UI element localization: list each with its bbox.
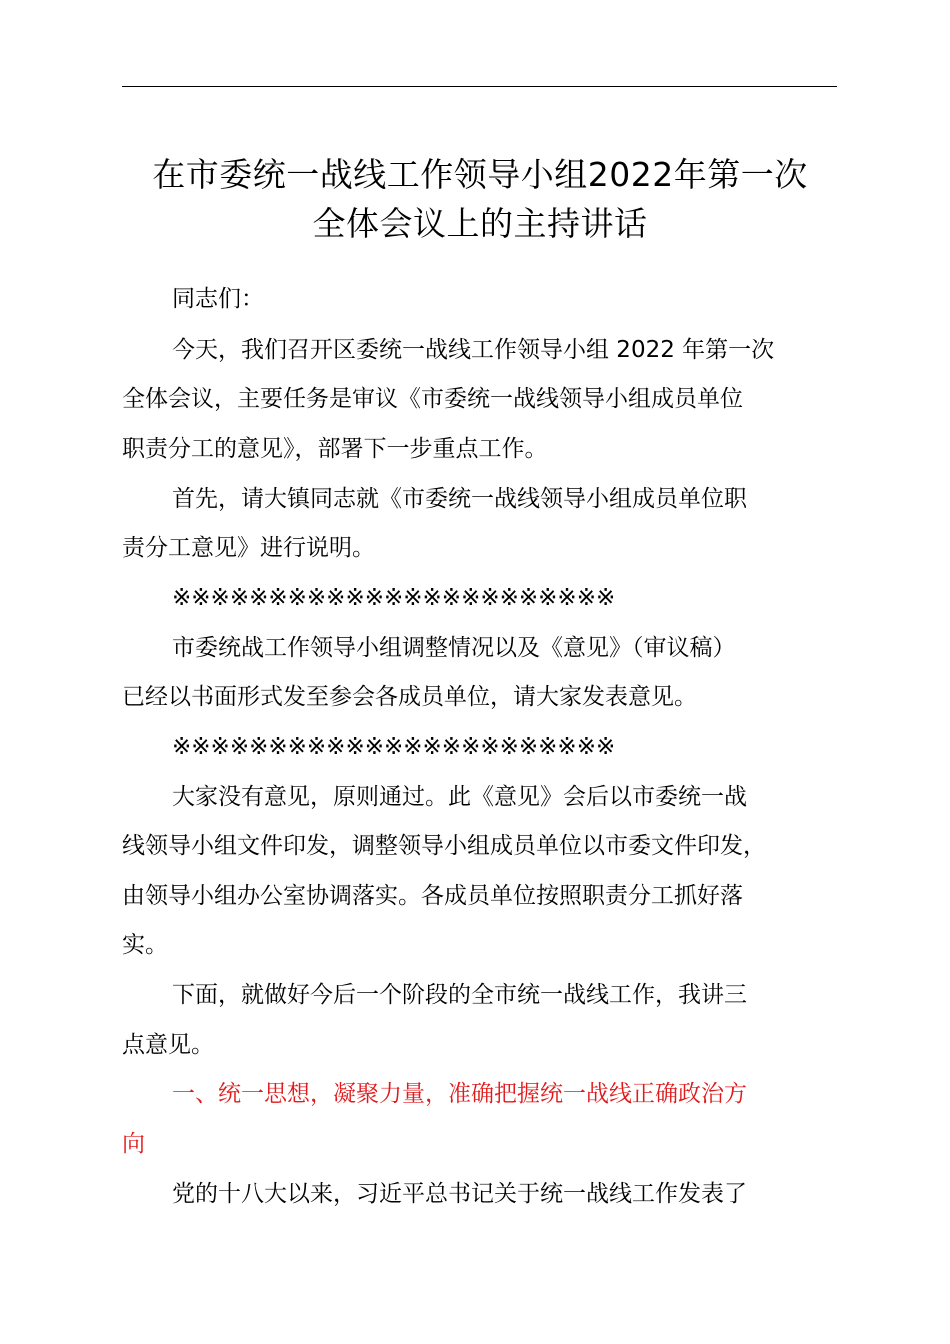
section-heading-1-line-2: 向 (122, 1131, 145, 1157)
paragraph-4-line-2: 线领导小组文件印发，调整领导小组成员单位以市委文件印发， (122, 833, 766, 859)
salutation: 同志们： (172, 286, 264, 312)
paragraph-3-line-2: 已经以书面形式发至参会各成员单位，请大家发表意见。 (122, 684, 697, 710)
paragraph-3-line-1: 市委统战工作领导小组调整情况以及《意见》（审议稿） (172, 635, 736, 661)
paragraph-5-line-1: 下面，就做好今后一个阶段的全市统一战线工作，我讲三 (172, 982, 747, 1008)
paragraph-1-line-1: 今天，我们召开区委统一战线工作领导小组 2022 年第一次 (172, 337, 775, 363)
separator-marks-1: ※※※※※※※※※※※※※※※※※※※※※※※ (172, 585, 616, 611)
paragraph-6-line-1: 党的十八大以来，习近平总书记关于统一战线工作发表了 (172, 1181, 747, 1207)
paragraph-4-line-3: 由领导小组办公室协调落实。各成员单位按照职责分工抓好落 (122, 883, 743, 909)
paragraph-1-line-2: 全体会议，主要任务是审议《市委统一战线领导小组成员单位 (122, 386, 743, 412)
document-title-line-1: 在市委统一战线工作领导小组2022年第一次 (152, 155, 808, 194)
paragraph-2-line-2: 责分工意见》进行说明。 (122, 535, 375, 561)
document-title-line-2: 全体会议上的主持讲话 (312, 204, 648, 243)
header-rule (122, 86, 837, 87)
paragraph-4-line-1: 大家没有意见，原则通过。此《意见》会后以市委统一战 (172, 784, 747, 810)
paragraph-1-line-3: 职责分工的意见》，部署下一步重点工作。 (122, 436, 548, 462)
paragraph-2-line-1: 首先，请大镇同志就《市委统一战线领导小组成员单位职 (172, 486, 747, 512)
separator-marks-2: ※※※※※※※※※※※※※※※※※※※※※※※ (172, 734, 616, 760)
section-heading-1-line-1: 一、统一思想，凝聚力量，准确把握统一战线正确政治方 (172, 1081, 747, 1107)
paragraph-4-line-4: 实。 (122, 932, 168, 958)
paragraph-5-line-2: 点意见。 (122, 1032, 214, 1058)
